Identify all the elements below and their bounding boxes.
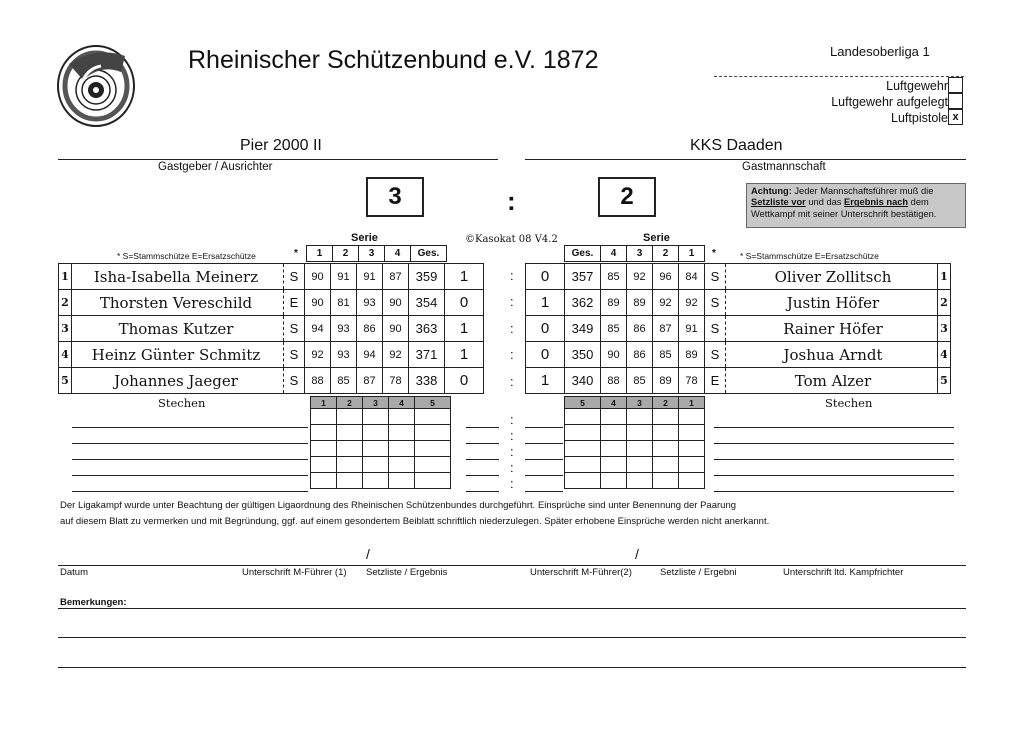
home-series-score: 94 [305, 316, 331, 342]
stechen-line [525, 443, 563, 444]
notice-text: und das [805, 197, 845, 208]
signature-label: Setzliste / Ergebnis [366, 567, 448, 578]
guest-series-score: 89 [627, 290, 653, 316]
home-series-score: 93 [331, 316, 357, 342]
weapon-checkbox[interactable]: x [948, 109, 963, 125]
stechen-separator: : [510, 460, 514, 475]
home-player-type: E [284, 290, 305, 316]
stechen-line [714, 443, 954, 444]
guest-series-score: 96 [653, 264, 679, 290]
footer-text: auf diesem Blatt zu vermerken und mit Begründung, ggf. auf einem gesondertem Beiblatt schriftlich niederzulegen. Später erhobene Einsprüche werden nicht anerkannt. [60, 516, 770, 527]
notice-emphasis: Ergebnis nach [844, 197, 909, 208]
home-table-row [59, 264, 484, 290]
home-legend: * S=Stammschütze E=Ersatzschütze [117, 251, 256, 261]
stechen-line [466, 427, 499, 428]
signature-line [58, 565, 966, 566]
home-team-role: Gastgeber / Ausrichter [158, 161, 273, 173]
home-points: 0 [445, 368, 484, 394]
home-series-score: 92 [305, 342, 331, 368]
guest-team-name: KKS Daaden [690, 137, 783, 154]
guest-series-score: 89 [653, 368, 679, 394]
home-series-score: 94 [357, 342, 383, 368]
home-player-type: S [284, 342, 305, 368]
header-cell: Ges. [411, 246, 447, 262]
score-separator: : [507, 186, 516, 216]
guest-series-score: 92 [679, 290, 705, 316]
home-table-row [59, 316, 484, 342]
guest-series-score: 85 [601, 316, 627, 342]
stechen-line [72, 491, 308, 492]
row-separator: : [510, 373, 514, 389]
guest-stechen-table [564, 396, 705, 489]
signature-label: Unterschrift M-Führer(2) [530, 567, 632, 578]
home-series-score: 91 [357, 264, 383, 290]
row-number: 2 [59, 290, 72, 316]
stechen-col: 4 [389, 397, 415, 409]
signature-label: Unterschrift ltd. Kampfrichter [783, 567, 904, 578]
remarks-line [58, 667, 966, 668]
row-number: 3 [59, 316, 72, 342]
guest-table-row [526, 316, 951, 342]
stechen-line [525, 491, 563, 492]
header-cell: 1 [307, 246, 333, 262]
home-player-type: S [284, 264, 305, 290]
home-series-score: 86 [357, 316, 383, 342]
header-cell: 1 [679, 246, 705, 262]
home-series-score: 92 [383, 342, 409, 368]
signature-label: Unterschrift M-Führer (1) [242, 567, 347, 578]
guest-team-role: Gastmannschaft [742, 161, 826, 173]
stechen-line [466, 459, 499, 460]
remarks-line [58, 608, 966, 609]
stechen-separator: : [510, 412, 514, 427]
home-total: 338 [409, 368, 445, 394]
remarks-label: Bemerkungen: [60, 597, 127, 608]
guest-player-type: S [705, 316, 726, 342]
home-serie-label: Serie [351, 232, 378, 244]
home-player-name: Thorsten Vereschild [72, 290, 284, 316]
stechen-line [466, 443, 499, 444]
guest-player-name: Justin Höfer [726, 290, 938, 316]
stechen-separator: : [510, 428, 514, 443]
home-series-score: 90 [383, 290, 409, 316]
guest-series-score: 84 [679, 264, 705, 290]
home-points: 1 [445, 316, 484, 342]
guest-series-score: 78 [679, 368, 705, 394]
guest-table-row [526, 290, 951, 316]
guest-header-table [564, 245, 723, 262]
home-series-score: 91 [331, 264, 357, 290]
guest-serie-label: Serie [643, 232, 670, 244]
guest-total: 357 [565, 264, 601, 290]
guest-total: 350 [565, 342, 601, 368]
row-number: 4 [59, 342, 72, 368]
row-number: 1 [938, 264, 951, 290]
stechen-col: 3 [627, 397, 653, 409]
home-points: 0 [445, 290, 484, 316]
guest-stechen-label: Stechen [825, 396, 873, 410]
home-series-score: 81 [331, 290, 357, 316]
header-cell: 2 [333, 246, 359, 262]
guest-table-row [526, 264, 951, 290]
stechen-line [714, 475, 954, 476]
row-number: 4 [938, 342, 951, 368]
stechen-col: 3 [363, 397, 389, 409]
header-cell: 4 [385, 246, 411, 262]
home-table-row [59, 290, 484, 316]
date-label: Datum [60, 567, 88, 578]
guest-player-name: Oliver Zollitsch [726, 264, 938, 290]
home-series-score: 88 [305, 368, 331, 394]
header-cell: Ges. [565, 246, 601, 262]
guest-series-score: 85 [601, 264, 627, 290]
notice-emphasis: Setzliste vor [751, 197, 806, 208]
home-header-table [286, 245, 447, 262]
home-player-name: Heinz Günter Schmitz [72, 342, 284, 368]
home-total: 354 [409, 290, 445, 316]
home-series-score: 90 [305, 264, 331, 290]
row-separator: : [510, 294, 514, 310]
home-player-name: Thomas Kutzer [72, 316, 284, 342]
guest-player-name: Rainer Höfer [726, 316, 938, 342]
stechen-line [72, 475, 308, 476]
home-series-score: 93 [357, 290, 383, 316]
weapon-checkbox[interactable] [948, 93, 963, 109]
slash-mark: / [635, 546, 639, 562]
home-player-name: Isha-Isabella Meinerz [72, 264, 284, 290]
home-player-type: S [284, 316, 305, 342]
signature-label: Setzliste / Ergebni [660, 567, 737, 578]
home-series-score: 90 [305, 290, 331, 316]
home-series-score: 87 [357, 368, 383, 394]
guest-player-name: Tom Alzer [726, 368, 938, 394]
stechen-separator: : [510, 444, 514, 459]
page-title: Rheinischer Schützenbund e.V. 1872 [188, 46, 599, 74]
guest-points: 0 [526, 316, 565, 342]
stechen-line [714, 459, 954, 460]
notice-text: dem Wettkampf mit seiner Unterschrift bestätigen. [751, 197, 937, 219]
guest-total: 340 [565, 368, 601, 394]
stechen-col: 2 [653, 397, 679, 409]
stechen-line [714, 491, 954, 492]
guest-series-score: 87 [653, 316, 679, 342]
guest-player-name: Joshua Arndt [726, 342, 938, 368]
guest-series-score: 89 [601, 290, 627, 316]
home-series-score: 78 [383, 368, 409, 394]
home-total: 363 [409, 316, 445, 342]
stechen-separator: : [510, 476, 514, 491]
home-table-row [59, 368, 484, 394]
home-total: 371 [409, 342, 445, 368]
header-cell: 4 [601, 246, 627, 262]
stechen-col: 5 [415, 397, 451, 409]
home-stechen-table [310, 396, 451, 489]
stechen-line [525, 427, 563, 428]
header-cell: * [294, 248, 298, 259]
guest-player-type: E [705, 368, 726, 394]
guest-points: 1 [526, 368, 565, 394]
guest-player-type: S [705, 264, 726, 290]
row-number: 2 [938, 290, 951, 316]
guest-series-score: 86 [627, 342, 653, 368]
stechen-col: 1 [311, 397, 337, 409]
home-player-type: S [284, 368, 305, 394]
stechen-line [72, 427, 308, 428]
row-number: 3 [938, 316, 951, 342]
copyright-label: ©Kasokat 08 V4.2 [465, 234, 558, 245]
guest-table-row [526, 342, 951, 368]
guest-total: 362 [565, 290, 601, 316]
notice-prefix: Achtung: [751, 186, 792, 196]
stechen-col: 2 [337, 397, 363, 409]
home-points: 1 [445, 264, 484, 290]
stechen-col: 5 [565, 397, 601, 409]
club-logo [55, 42, 137, 128]
footer-text: Der Ligakampf wurde unter Beachtung der gültigen Ligaordnung des Rheinischen Schützenbundes durchgeführt. Einsprüche sind unter Benennung der Paarung [60, 500, 737, 511]
header-cell: 2 [653, 246, 679, 262]
home-total: 359 [409, 264, 445, 290]
home-stechen-label: Stechen [158, 396, 206, 410]
guest-points: 0 [526, 342, 565, 368]
weapon-label: Luftpistole [891, 111, 948, 125]
stechen-line [466, 475, 499, 476]
home-score: 3 [366, 177, 424, 217]
slash-mark: / [366, 546, 370, 562]
row-separator: : [510, 268, 514, 283]
notice-text: Jeder Mannschaftsführer muß die [791, 186, 934, 196]
guest-points: 0 [526, 264, 565, 290]
stechen-line [714, 427, 954, 428]
row-number: 1 [59, 264, 72, 290]
guest-player-type: S [705, 290, 726, 316]
guest-points: 1 [526, 290, 565, 316]
guest-table-row [526, 368, 951, 394]
stechen-line [72, 443, 308, 444]
guest-team-line [525, 159, 966, 160]
guest-series-score: 92 [627, 264, 653, 290]
row-separator: : [510, 347, 514, 363]
stechen-col: 1 [679, 397, 705, 409]
guest-series-score: 85 [653, 342, 679, 368]
weapon-checkbox[interactable] [948, 77, 963, 93]
home-table-row [59, 342, 484, 368]
stechen-col: 4 [601, 397, 627, 409]
remarks-line [58, 637, 966, 638]
league-divider [714, 76, 964, 77]
league-label: Landesoberliga 1 [830, 44, 930, 59]
weapon-label: Luftgewehr [886, 79, 948, 93]
guest-series-score: 85 [627, 368, 653, 394]
stechen-line [525, 459, 563, 460]
weapon-label: Luftgewehr aufgelegt [831, 95, 948, 109]
home-team-name: Pier 2000 II [240, 137, 322, 154]
header-cell: * [712, 248, 716, 259]
guest-series-score: 89 [679, 342, 705, 368]
guest-series-score: 91 [679, 316, 705, 342]
stechen-line [466, 491, 499, 492]
home-team-line [58, 159, 498, 160]
home-player-name: Johannes Jaeger [72, 368, 284, 394]
guest-series-score: 90 [601, 342, 627, 368]
guest-score: 2 [598, 177, 656, 217]
home-results-table [58, 263, 484, 394]
guest-total: 349 [565, 316, 601, 342]
guest-legend: * S=Stammschütze E=Ersatzschütze [740, 251, 879, 261]
guest-player-type: S [705, 342, 726, 368]
home-points: 1 [445, 342, 484, 368]
guest-results-table [525, 263, 951, 394]
stechen-line [72, 459, 308, 460]
header-cell: 3 [627, 246, 653, 262]
row-number: 5 [59, 368, 72, 394]
row-number: 5 [938, 368, 951, 394]
home-series-score: 87 [383, 264, 409, 290]
home-series-score: 85 [331, 368, 357, 394]
row-separator: : [510, 320, 514, 336]
notice-box [746, 183, 966, 228]
home-series-score: 90 [383, 316, 409, 342]
guest-series-score: 86 [627, 316, 653, 342]
guest-series-score: 92 [653, 290, 679, 316]
stechen-line [525, 475, 563, 476]
home-series-score: 93 [331, 342, 357, 368]
header-cell: 3 [359, 246, 385, 262]
guest-series-score: 88 [601, 368, 627, 394]
